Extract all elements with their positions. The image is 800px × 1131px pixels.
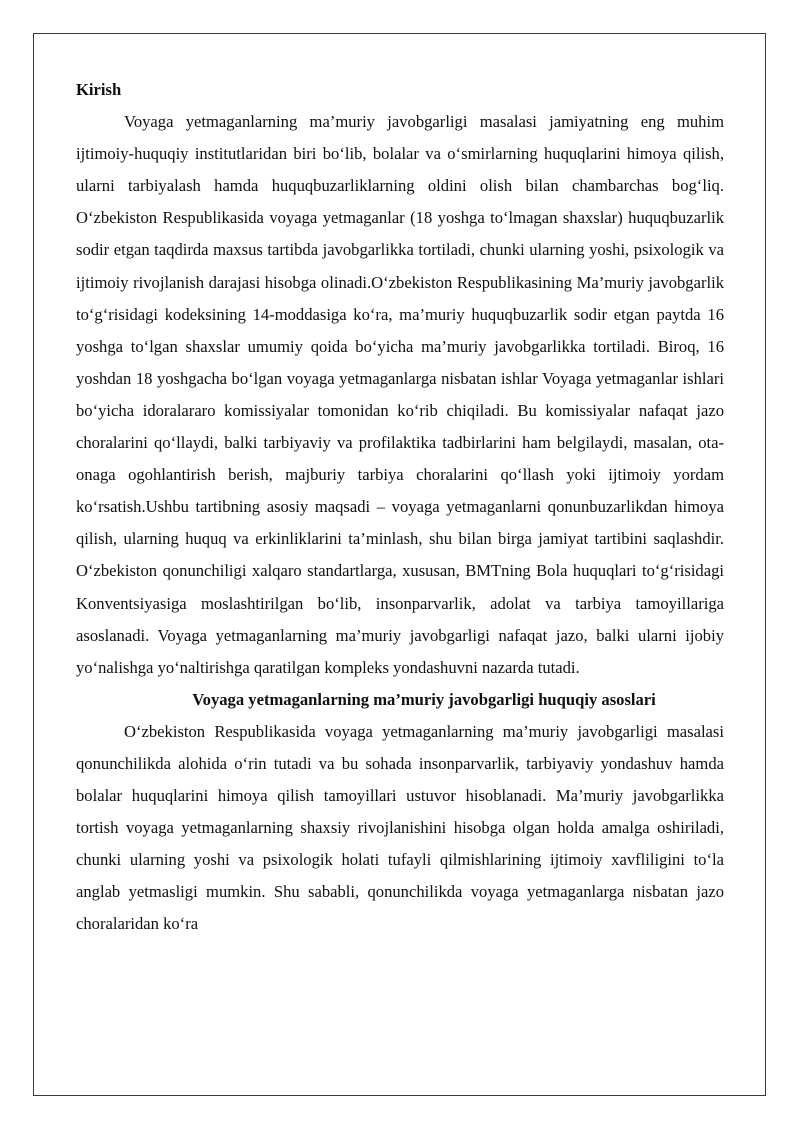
intro-heading: Kirish [76,80,122,99]
intro-paragraph: Voyaga yetmaganlarning ma’muriy javobgarligi masalasi jamiyatning eng muhim ijtimoiy-huquqiy institutlaridan biri bo‘lib, bolalar va o‘smirlarning huquqlarini himoya qilish, ularni tarbiyalash hamda huquqbuzarliklarning oldini olish bilan chambarchas bog‘liq. O‘zbekiston Respublikasida voyaga yetmaganlar (18 yoshga to‘lmagan shaxslar) huquqbuzarlik sodir etgan taqdirda maxsus tartibda javobgarlikka tortiladi, chunki ularning yoshi, psixologik va ijtimoiy rivojlanish darajasi hisobga olinadi.O‘zbekiston Respublikasining Ma’muriy javobgarlik to‘g‘risidagi kodeksining 14-moddasiga ko‘ra, ma’muriy huquqbuzarlik sodir etgan paytda 16 yoshga to‘lgan shaxslar umumiy qoida bo‘yicha ma’muriy javobgarlikka tortiladi. Biroq, 16 yoshdan 18 yoshgacha bo‘lgan voyaga yetmaganlarga nisbatan ishlar Voyaga yetmaganlar ishlari bo‘yicha idoralararo komissiyalar tomonidan ko‘rib chiqiladi. Bu komissiyalar nafaqat jazo choralarini qo‘llaydi, balki tarbiyaviy va profilaktika tadbirlarini ham belgilaydi, masalan, ota-onaga ogohlantirish berish, majburiy tarbiya choralarini qo‘llash yoki ijtimoiy yordam ko‘rsatish.Ushbu tartibning asosiy maqsadi – voyaga yetmaganlarni qonunbuzarlikdan himoya qilish, ularning huquq va erkinliklarini ta’minlash, shu bilan birga jamiyat tartibini saqlashdir. O‘zbekiston qonunchiligi xalqaro standartlarga, xususan, BMTning Bola huquqlari to‘g‘risidagi Konventsiyasiga moslashtirilgan bo‘lib, insonparvarlik, adolat va tarbiya tamoyillariga asoslanadi. Voyaga yetmaganlarning ma’muriy javobgarligi nafaqat jazo, balki ularni ijobiy yo‘nalishga yo‘naltirishga qaratilgan kompleks yondashuvni nazarda tutadi. [76,112,724,677]
section-paragraph: O‘zbekiston Respublikasida voyaga yetmaganlarning ma’muriy javobgarligi masalasi qonunchilikda alohida o‘rin tutadi va bu sohada insonparvarlik, tarbiyaviy yondashuv hamda bolalar huquqlarini himoya qilish tamoyillari ustuvor hisoblanadi. Ma’muriy javobgarlikka tortish voyaga yetmaganlarning shaxsiy rivojlanishini hisobga olgan holda amalga oshiriladi, chunki ularning yoshi va psixologik holati tufayli qilmishlarining ijtimoiy xavfliligini to‘la anglab yetmasligi mumkin. Shu sababli, qonunchilikda voyaga yetmaganlarga nisbatan jazo choralaridan ko‘ra [76,721,724,934]
section-heading: Voyaga yetmaganlarning ma’muriy javobgarligi huquqiy asoslari [192,689,656,709]
document-body [76,74,724,941]
